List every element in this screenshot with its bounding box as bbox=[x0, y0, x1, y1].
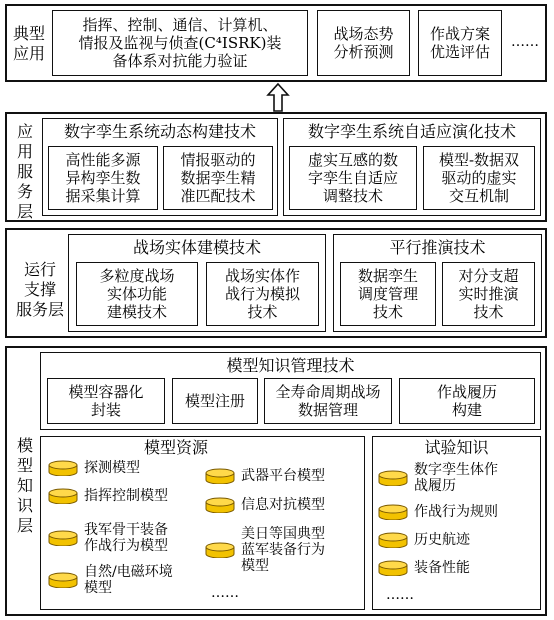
intel-driven-box bbox=[163, 146, 273, 210]
multi-granularity-box bbox=[76, 262, 198, 326]
database-icon bbox=[205, 497, 235, 513]
list-item-label: 历史航迹 bbox=[414, 532, 470, 548]
battlefield-situation-label: 战场态势 分析预测 bbox=[333, 25, 394, 61]
virtual-real-label: 虚实互感的数 字孪生自适应 调整技术 bbox=[307, 151, 398, 205]
test-knowledge-title: 试验知识 bbox=[424, 438, 489, 458]
combat-plan-box bbox=[418, 10, 502, 76]
list-item bbox=[378, 560, 470, 576]
containerization-box bbox=[47, 378, 165, 424]
model-data-label: 模型-数据双 驱动的虚实 交互机制 bbox=[438, 151, 520, 205]
lifecycle-data-box bbox=[264, 378, 392, 424]
list-item-label: 数字孪生体作 战履历 bbox=[414, 462, 498, 495]
list-item-label: 作战行为规则 bbox=[414, 504, 498, 520]
model-data-box bbox=[423, 146, 535, 210]
combat-behavior-label: 战场实体作 战行为模拟 技术 bbox=[224, 267, 300, 321]
database-icon bbox=[48, 572, 78, 588]
containerization-label: 模型容器化 封装 bbox=[68, 383, 144, 419]
list-item bbox=[48, 460, 140, 476]
list-item-label: 信息对抗模型 bbox=[241, 497, 325, 513]
model-registration-label: 模型注册 bbox=[184, 392, 245, 410]
c4isrk-validation-label: 指挥、控制、通信、计算机、 情报及监视与侦查(C⁴ISRK)装 备体系对抗能力验证 bbox=[78, 16, 282, 70]
battlefield-situation-box bbox=[317, 10, 410, 76]
list-item bbox=[378, 532, 470, 548]
multi-granularity-label: 多粒度战场 实体功能 建模技术 bbox=[99, 267, 175, 321]
knowledge-ellipsis: …… bbox=[386, 586, 414, 603]
combat-record-box bbox=[399, 378, 535, 424]
lifecycle-data-label: 全寿命周期战场 数据管理 bbox=[275, 383, 381, 419]
parallel-deduction-title: 平行推演技术 bbox=[389, 238, 486, 258]
list-item bbox=[378, 462, 498, 494]
virtual-real-box bbox=[289, 146, 417, 210]
combat-plan-label: 作战方案 优选评估 bbox=[429, 25, 490, 61]
multi-source-label: 高性能多源 异构孪生数 据采集计算 bbox=[65, 151, 141, 205]
model-knowledge-title: 模 型 知 识 层 bbox=[16, 436, 33, 535]
c4isrk-validation-box bbox=[52, 10, 308, 76]
list-item-label: 指挥控制模型 bbox=[84, 488, 168, 504]
model-registration-box bbox=[172, 378, 258, 424]
knowledge-management-title: 模型知识管理技术 bbox=[226, 356, 355, 376]
multi-source-box bbox=[48, 146, 158, 210]
list-item bbox=[48, 522, 168, 554]
application-service-title: 应 用 服 务 层 bbox=[16, 122, 33, 221]
list-item-label: 美日等国典型 蓝军装备行为 模型 bbox=[241, 526, 325, 575]
layer1-ellipsis: …… bbox=[511, 33, 539, 50]
list-item bbox=[48, 564, 173, 596]
list-item bbox=[205, 497, 325, 513]
intel-driven-label: 情报驱动的 数据孪生精 准匹配技术 bbox=[180, 151, 256, 205]
list-item-label: 武器平台模型 bbox=[241, 468, 325, 484]
database-icon bbox=[48, 460, 78, 476]
runtime-support-title: 运行 支撑 服务层 bbox=[15, 260, 64, 319]
resources-ellipsis: …… bbox=[211, 584, 239, 601]
combat-record-label: 作战履历 构建 bbox=[436, 383, 497, 419]
list-item-label: 自然/电磁环境 模型 bbox=[84, 564, 173, 597]
twin-scheduling-box bbox=[340, 262, 436, 326]
list-item bbox=[205, 468, 325, 484]
database-icon bbox=[378, 504, 408, 520]
dynamic-build-title: 数字孪生系统动态构建技术 bbox=[63, 122, 256, 142]
list-item bbox=[205, 526, 325, 574]
branch-realtime-box bbox=[442, 262, 535, 326]
list-item-label: 装备性能 bbox=[414, 560, 470, 576]
branch-realtime-label: 对分支超 实时推演 技术 bbox=[458, 267, 519, 321]
list-item bbox=[378, 504, 498, 520]
combat-behavior-box bbox=[206, 262, 319, 326]
database-icon bbox=[48, 488, 78, 504]
database-icon bbox=[205, 542, 235, 558]
list-item bbox=[48, 488, 168, 504]
database-icon bbox=[205, 468, 235, 484]
list-item-label: 我军骨干装备 作战行为模型 bbox=[84, 522, 168, 555]
typical-application-title: 典型 应用 bbox=[12, 24, 45, 63]
entity-modeling-title: 战场实体建模技术 bbox=[132, 238, 261, 258]
database-icon bbox=[378, 470, 408, 486]
model-resources-title: 模型资源 bbox=[143, 438, 208, 458]
database-icon bbox=[378, 560, 408, 576]
adaptive-evolution-title: 数字孪生系统自适应演化技术 bbox=[307, 122, 516, 142]
twin-scheduling-label: 数据孪生 调度管理 技术 bbox=[357, 267, 418, 321]
list-item-label: 探测模型 bbox=[84, 460, 140, 476]
database-icon bbox=[378, 532, 408, 548]
database-icon bbox=[48, 530, 78, 546]
up-arrow-icon bbox=[266, 82, 290, 112]
